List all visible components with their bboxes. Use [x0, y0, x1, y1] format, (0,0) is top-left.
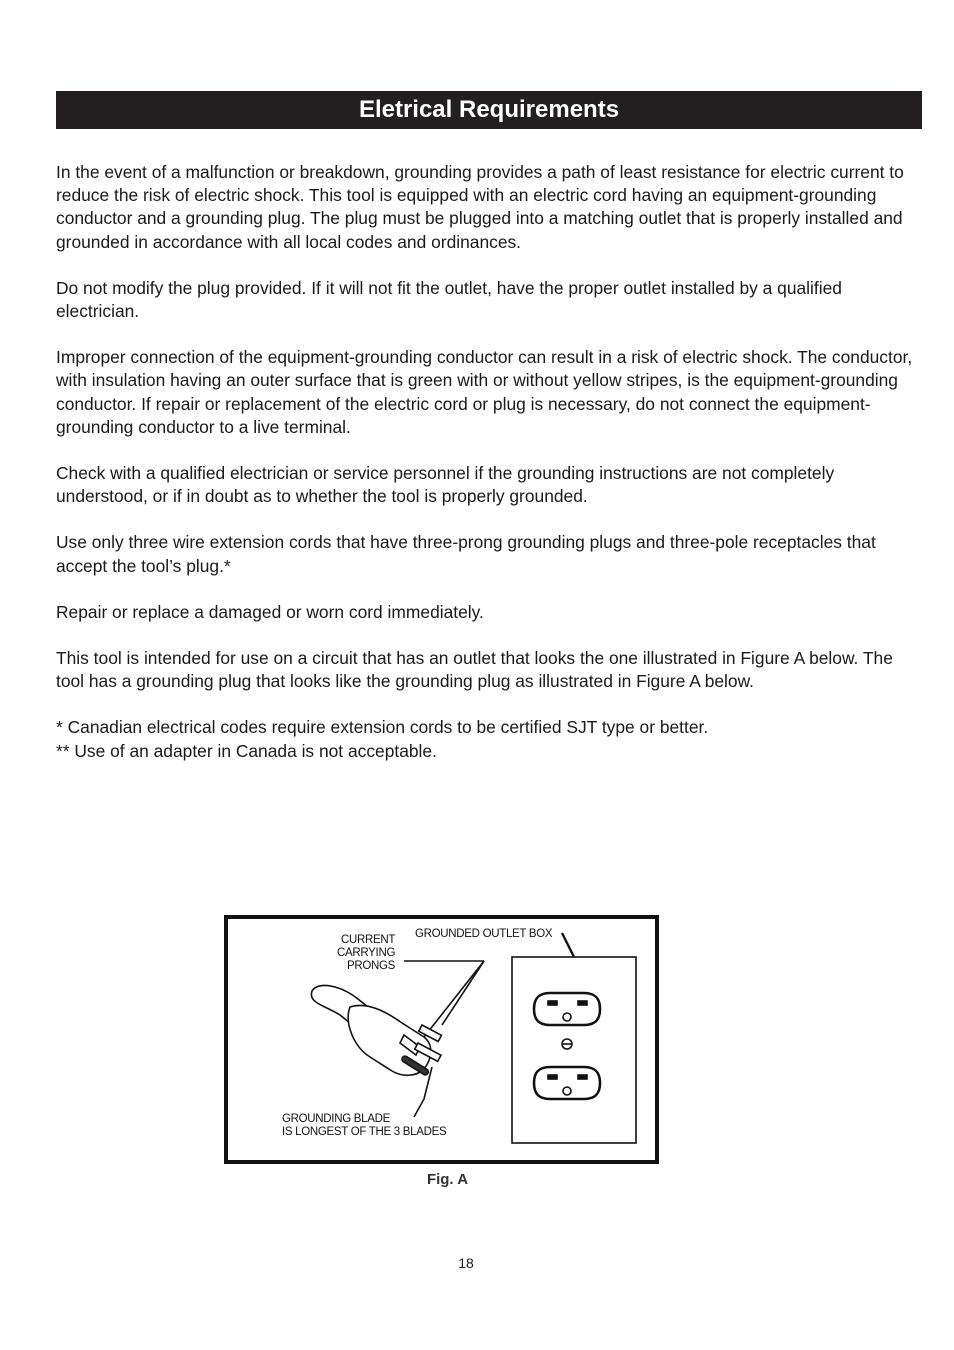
note-adapter: ** Use of an adapter in Canada is not acceptable. — [56, 740, 437, 761]
label-current-line1: CURRENT — [341, 934, 396, 946]
outlet-box-illustration — [512, 957, 636, 1143]
paragraph-grounding: In the event of a malfunction or breakdown, grounding provides a path of least resistance for electric current to reduce the risk of electric shock. This tool is equipped with an electric cord having an equipment-grounding conductor and a grounding plug. The plug must be plugged into a matching outlet that is properly installed and grounded in accordance with all local codes and ordinances. — [56, 162, 904, 252]
figure-a-illustration — [224, 915, 659, 1164]
receptacle-bottom — [534, 1067, 600, 1099]
body-text — [56, 161, 922, 763]
paragraph-check-electrician: Check with a qualified electrician or service personnel if the grounding instructions are not completely understood, or if in doubt as to whether the tool is properly grounded. — [56, 463, 835, 507]
label-current-line2: CARRYING — [337, 947, 396, 959]
paragraph-circuit-outlet: This tool is intended for use on a circuit that has an outlet that looks the one illustrated in Figure A below. The tool has a grounding plug that looks like the grounding plug as illustrated in Figure A below. — [56, 648, 893, 692]
paragraph-modify-plug: Do not modify the plug provided. If it will not fit the outlet, have the proper outlet installed by a qualified electrician. — [56, 277, 842, 322]
section-header-bar — [56, 91, 922, 129]
note-canadian-codes: * Canadian electrical codes require extension cords to be certified SJT type or better. — [56, 717, 709, 738]
label-outlet-box: GROUNDED OUTLET BOX — [415, 928, 553, 940]
plug-illustration — [311, 985, 441, 1076]
paragraph-repair-cord: Repair or replace a damaged or worn cord immediately. — [56, 601, 484, 622]
figure-caption — [224, 1171, 659, 1188]
paragraph-extension-cords: Use only three wire extension cords that have three-prong grounding plugs and three-pole receptacles that accept the tool’s plug.* — [56, 532, 876, 576]
figure-caption-text: Fig. A — [426, 1171, 469, 1188]
label-grounding-line1: GROUNDING BLADE — [282, 1113, 390, 1125]
section-title: Eletrical Requirements — [358, 96, 620, 123]
receptacle-top — [534, 993, 600, 1025]
page-number: 18 — [458, 1255, 474, 1271]
label-current-line3: PRONGS — [347, 960, 396, 972]
label-grounding-line2: IS LONGEST OF THE 3 BLADES — [282, 1126, 447, 1138]
plug-outlet-illustration — [228, 919, 655, 1160]
paragraph-improper-connection: Improper connection of the equipment-grounding conductor can result in a risk of electric shock. The conductor, with insulation having an outer surface that is green with or without yellow stripes, is the equipment-grounding conductor. If repair or replacement of the electric cord or plug is necessary, do not connect the equipment-grounding conductor to a live terminal. — [56, 347, 913, 437]
